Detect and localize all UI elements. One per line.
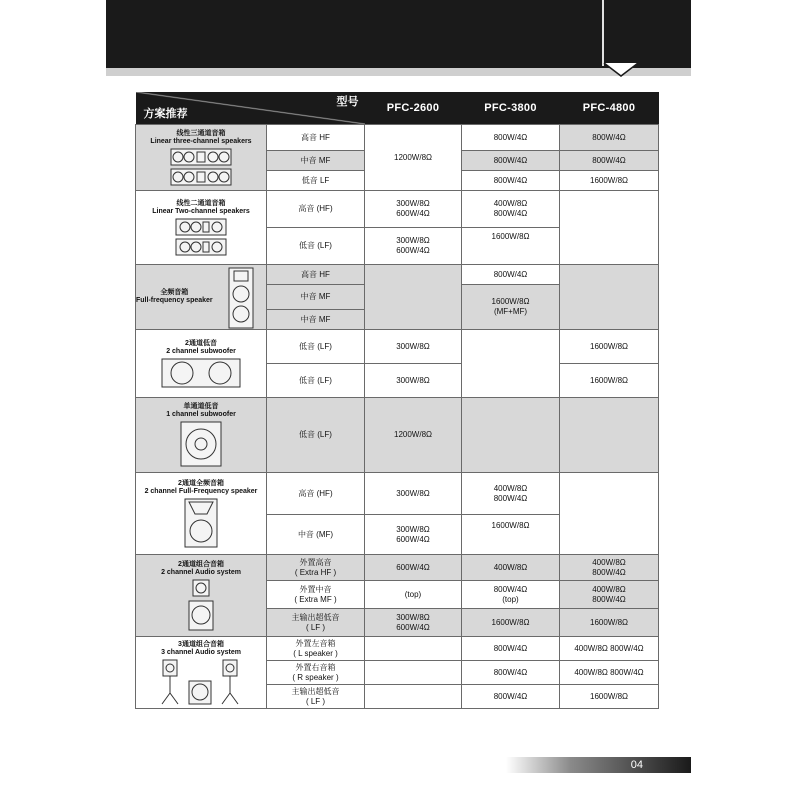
band-zh: 外置高音 — [299, 557, 332, 567]
cell-value: 800W/4Ω — [462, 171, 560, 191]
table-row — [136, 555, 659, 581]
category-en: 2 channel Full-Frequency speaker — [144, 487, 258, 495]
cell-value: 300W/8Ω — [365, 473, 462, 515]
cell-line: 300W/8Ω — [396, 236, 430, 245]
band-zh: 主输出超低音 — [291, 686, 340, 696]
band-lf: 低音 LF — [267, 171, 365, 191]
full-frequency-speaker-icon — [228, 267, 254, 329]
category-en: Linear three-channel speakers — [150, 137, 252, 145]
cell-value: 800W/4Ω — [462, 661, 560, 685]
cell-value — [462, 285, 560, 330]
band-hf: 高音 HF — [267, 125, 365, 151]
cell-empty — [365, 265, 462, 330]
category-en: 2 channel subwoofer — [166, 347, 236, 355]
model-label: 型号 — [336, 96, 359, 108]
stand-audio-system-icon — [159, 659, 243, 705]
cell-value: 1200W/8Ω — [365, 398, 462, 473]
cell-value: 300W/8Ω — [365, 330, 462, 364]
cell-line: 600W/4Ω — [396, 209, 430, 218]
band-en: ( LF ) — [305, 622, 326, 632]
cell-value — [365, 228, 462, 265]
cell-value: 1600W/8Ω — [560, 171, 659, 191]
band-en: ( L speaker ) — [293, 648, 338, 658]
cell-line: 800W/4Ω — [493, 493, 528, 503]
cell-line: 300W/8Ω — [396, 199, 430, 208]
band-lf: 低音 (LF) — [267, 330, 365, 364]
table-row — [136, 125, 659, 151]
band-lf: 低音 (LF) — [267, 398, 365, 473]
category-zh: 3通道组合音箱 — [178, 640, 224, 648]
category-2ch-audio-system — [136, 555, 267, 637]
cell-line: (top) — [502, 594, 519, 604]
band-zh: 外置左音箱 — [295, 638, 336, 648]
cell-line: 600W/4Ω — [396, 534, 430, 544]
two-channel-speakers-icon — [175, 218, 227, 256]
cell-empty — [365, 637, 462, 661]
table-row — [136, 265, 659, 285]
band-hf: 高音 (HF) — [267, 473, 365, 515]
cell-line: 400W/8Ω — [493, 199, 528, 208]
cell-value: 1600W/8Ω — [462, 609, 560, 637]
cell-value: 1600W/8Ω — [560, 330, 659, 364]
band-mf: 中音 (MF) — [267, 515, 365, 555]
table-row — [136, 473, 659, 515]
single-subwoofer-icon — [180, 421, 222, 467]
cell-empty — [365, 685, 462, 709]
band-mf: 中音 MF — [267, 310, 365, 330]
cell-value: 1600W/8Ω — [560, 609, 659, 637]
cell-value: 800W/4Ω — [462, 265, 560, 285]
model-pfc-3800: PFC-3800 — [462, 92, 560, 125]
band-lf: 低音 (LF) — [267, 364, 365, 398]
cell-empty — [462, 330, 560, 398]
cell-line: (MF+MF) — [493, 307, 528, 316]
cell-line: 400W/8Ω — [493, 483, 528, 493]
cell-value: 400W/8Ω 800W/4Ω — [560, 637, 659, 661]
cell-value: (top) — [365, 581, 462, 609]
chevron-down-icon — [603, 62, 639, 78]
band-en: ( Extra MF ) — [294, 594, 337, 604]
cell-line: 300W/8Ω — [396, 612, 430, 622]
band-main-lf — [267, 685, 365, 709]
table-row — [136, 330, 659, 364]
category-en: 3 channel Audio system — [161, 648, 241, 656]
cell-value: 600W/4Ω — [365, 555, 462, 581]
cell-value — [365, 609, 462, 637]
band-l-speaker — [267, 637, 365, 661]
category-zh: 单通道低音 — [183, 403, 219, 410]
category-2ch-full-frequency — [136, 473, 267, 555]
category-two-channel — [136, 191, 267, 265]
cell-value — [462, 581, 560, 609]
model-pfc-2600: PFC-2600 — [365, 92, 462, 125]
cell-value — [560, 555, 659, 581]
cell-line: 400W/8Ω — [592, 557, 626, 567]
dual-subwoofer-icon — [161, 358, 241, 388]
cell-value: 800W/4Ω — [462, 125, 560, 151]
category-zh: 2通道低音 — [185, 339, 217, 347]
cell-value: 1600W/8Ω — [462, 515, 560, 555]
category-zh: 2通道组合音箱 — [178, 560, 224, 568]
header-divider — [602, 0, 604, 66]
band-mf: 中音 MF — [267, 285, 365, 310]
category-en: Full-frequency speaker — [136, 297, 213, 304]
cell-value: 400W/8Ω 800W/4Ω — [560, 661, 659, 685]
cell-empty — [560, 398, 659, 473]
band-r-speaker — [267, 661, 365, 685]
scheme-label: 方案推荐 — [143, 108, 188, 120]
category-en: Linear Two-channel speakers — [152, 207, 250, 215]
category-zh: 线性三通道音箱 — [176, 129, 226, 137]
model-pfc-4800: PFC-4800 — [560, 92, 659, 125]
cell-value: 1200W/8Ω — [365, 125, 462, 191]
category-3ch-audio-system — [136, 637, 267, 709]
cell-empty — [560, 473, 659, 555]
cell-value: 1600W/8Ω — [560, 364, 659, 398]
table-row — [136, 398, 659, 473]
cell-line: 800W/4Ω — [493, 584, 528, 594]
table-header-row — [136, 92, 659, 125]
cell-value: 400W/8Ω — [462, 555, 560, 581]
cell-value: 800W/4Ω — [462, 151, 560, 171]
cell-line: 600W/4Ω — [396, 622, 430, 632]
band-lf: 低音 (LF) — [267, 228, 365, 265]
cell-value: 1600W/8Ω — [462, 228, 560, 265]
cell-line: 1600W/8Ω — [491, 297, 530, 306]
band-hf: 高音 (HF) — [267, 191, 365, 228]
band-mf: 中音 MF — [267, 151, 365, 171]
category-zh: 线性二通道音箱 — [176, 199, 226, 207]
cell-line: 800W/4Ω — [592, 567, 626, 577]
cell-line: 600W/4Ω — [396, 246, 430, 255]
band-extra-mf — [267, 581, 365, 609]
band-zh: 外置中音 — [299, 584, 332, 594]
category-zh: 全频音箱 — [160, 289, 189, 296]
band-zh: 主输出超低音 — [291, 612, 340, 622]
stacked-audio-system-icon — [188, 579, 214, 631]
cell-line: 800W/4Ω — [493, 209, 528, 218]
band-extra-hf — [267, 555, 365, 581]
page-number: 04 — [630, 759, 643, 771]
cell-value: 800W/4Ω — [560, 151, 659, 171]
band-en: ( Extra HF ) — [294, 567, 337, 577]
cell-empty — [365, 661, 462, 685]
band-en: ( LF ) — [305, 696, 326, 706]
cell-value — [462, 473, 560, 515]
cell-value — [560, 581, 659, 609]
recommendation-table — [135, 92, 658, 709]
cell-empty — [462, 398, 560, 473]
category-three-channel — [136, 125, 267, 191]
cell-line: 400W/8Ω — [592, 584, 626, 594]
table-row — [136, 637, 659, 661]
cell-value — [365, 515, 462, 555]
category-full-frequency — [136, 265, 267, 330]
three-channel-speakers-icon — [170, 148, 232, 186]
cell-value: 300W/8Ω — [365, 364, 462, 398]
cell-line: 800W/4Ω — [592, 594, 626, 604]
cell-value: 800W/4Ω — [462, 685, 560, 709]
band-en: ( R speaker ) — [292, 672, 339, 682]
band-zh: 外置右音箱 — [295, 662, 336, 672]
category-1ch-subwoofer — [136, 398, 267, 473]
cell-value: 1600W/8Ω — [560, 685, 659, 709]
cell-value — [365, 191, 462, 228]
category-en: 1 channel subwoofer — [166, 411, 236, 418]
cell-empty — [560, 191, 659, 265]
category-en: 2 channel Audio system — [161, 568, 241, 576]
cell-value: 800W/4Ω — [462, 637, 560, 661]
page-number-bar — [506, 757, 691, 773]
cell-value — [462, 191, 560, 228]
cell-line: 300W/8Ω — [396, 524, 430, 534]
band-hf: 高音 HF — [267, 265, 365, 285]
two-way-speaker-icon — [184, 498, 218, 548]
cell-value: 800W/4Ω — [560, 125, 659, 151]
category-2ch-subwoofer — [136, 330, 267, 398]
table-header-label — [136, 92, 365, 125]
table-row — [136, 191, 659, 228]
cell-empty — [560, 265, 659, 330]
category-zh: 2通道全频音箱 — [178, 479, 224, 487]
band-main-lf — [267, 609, 365, 637]
